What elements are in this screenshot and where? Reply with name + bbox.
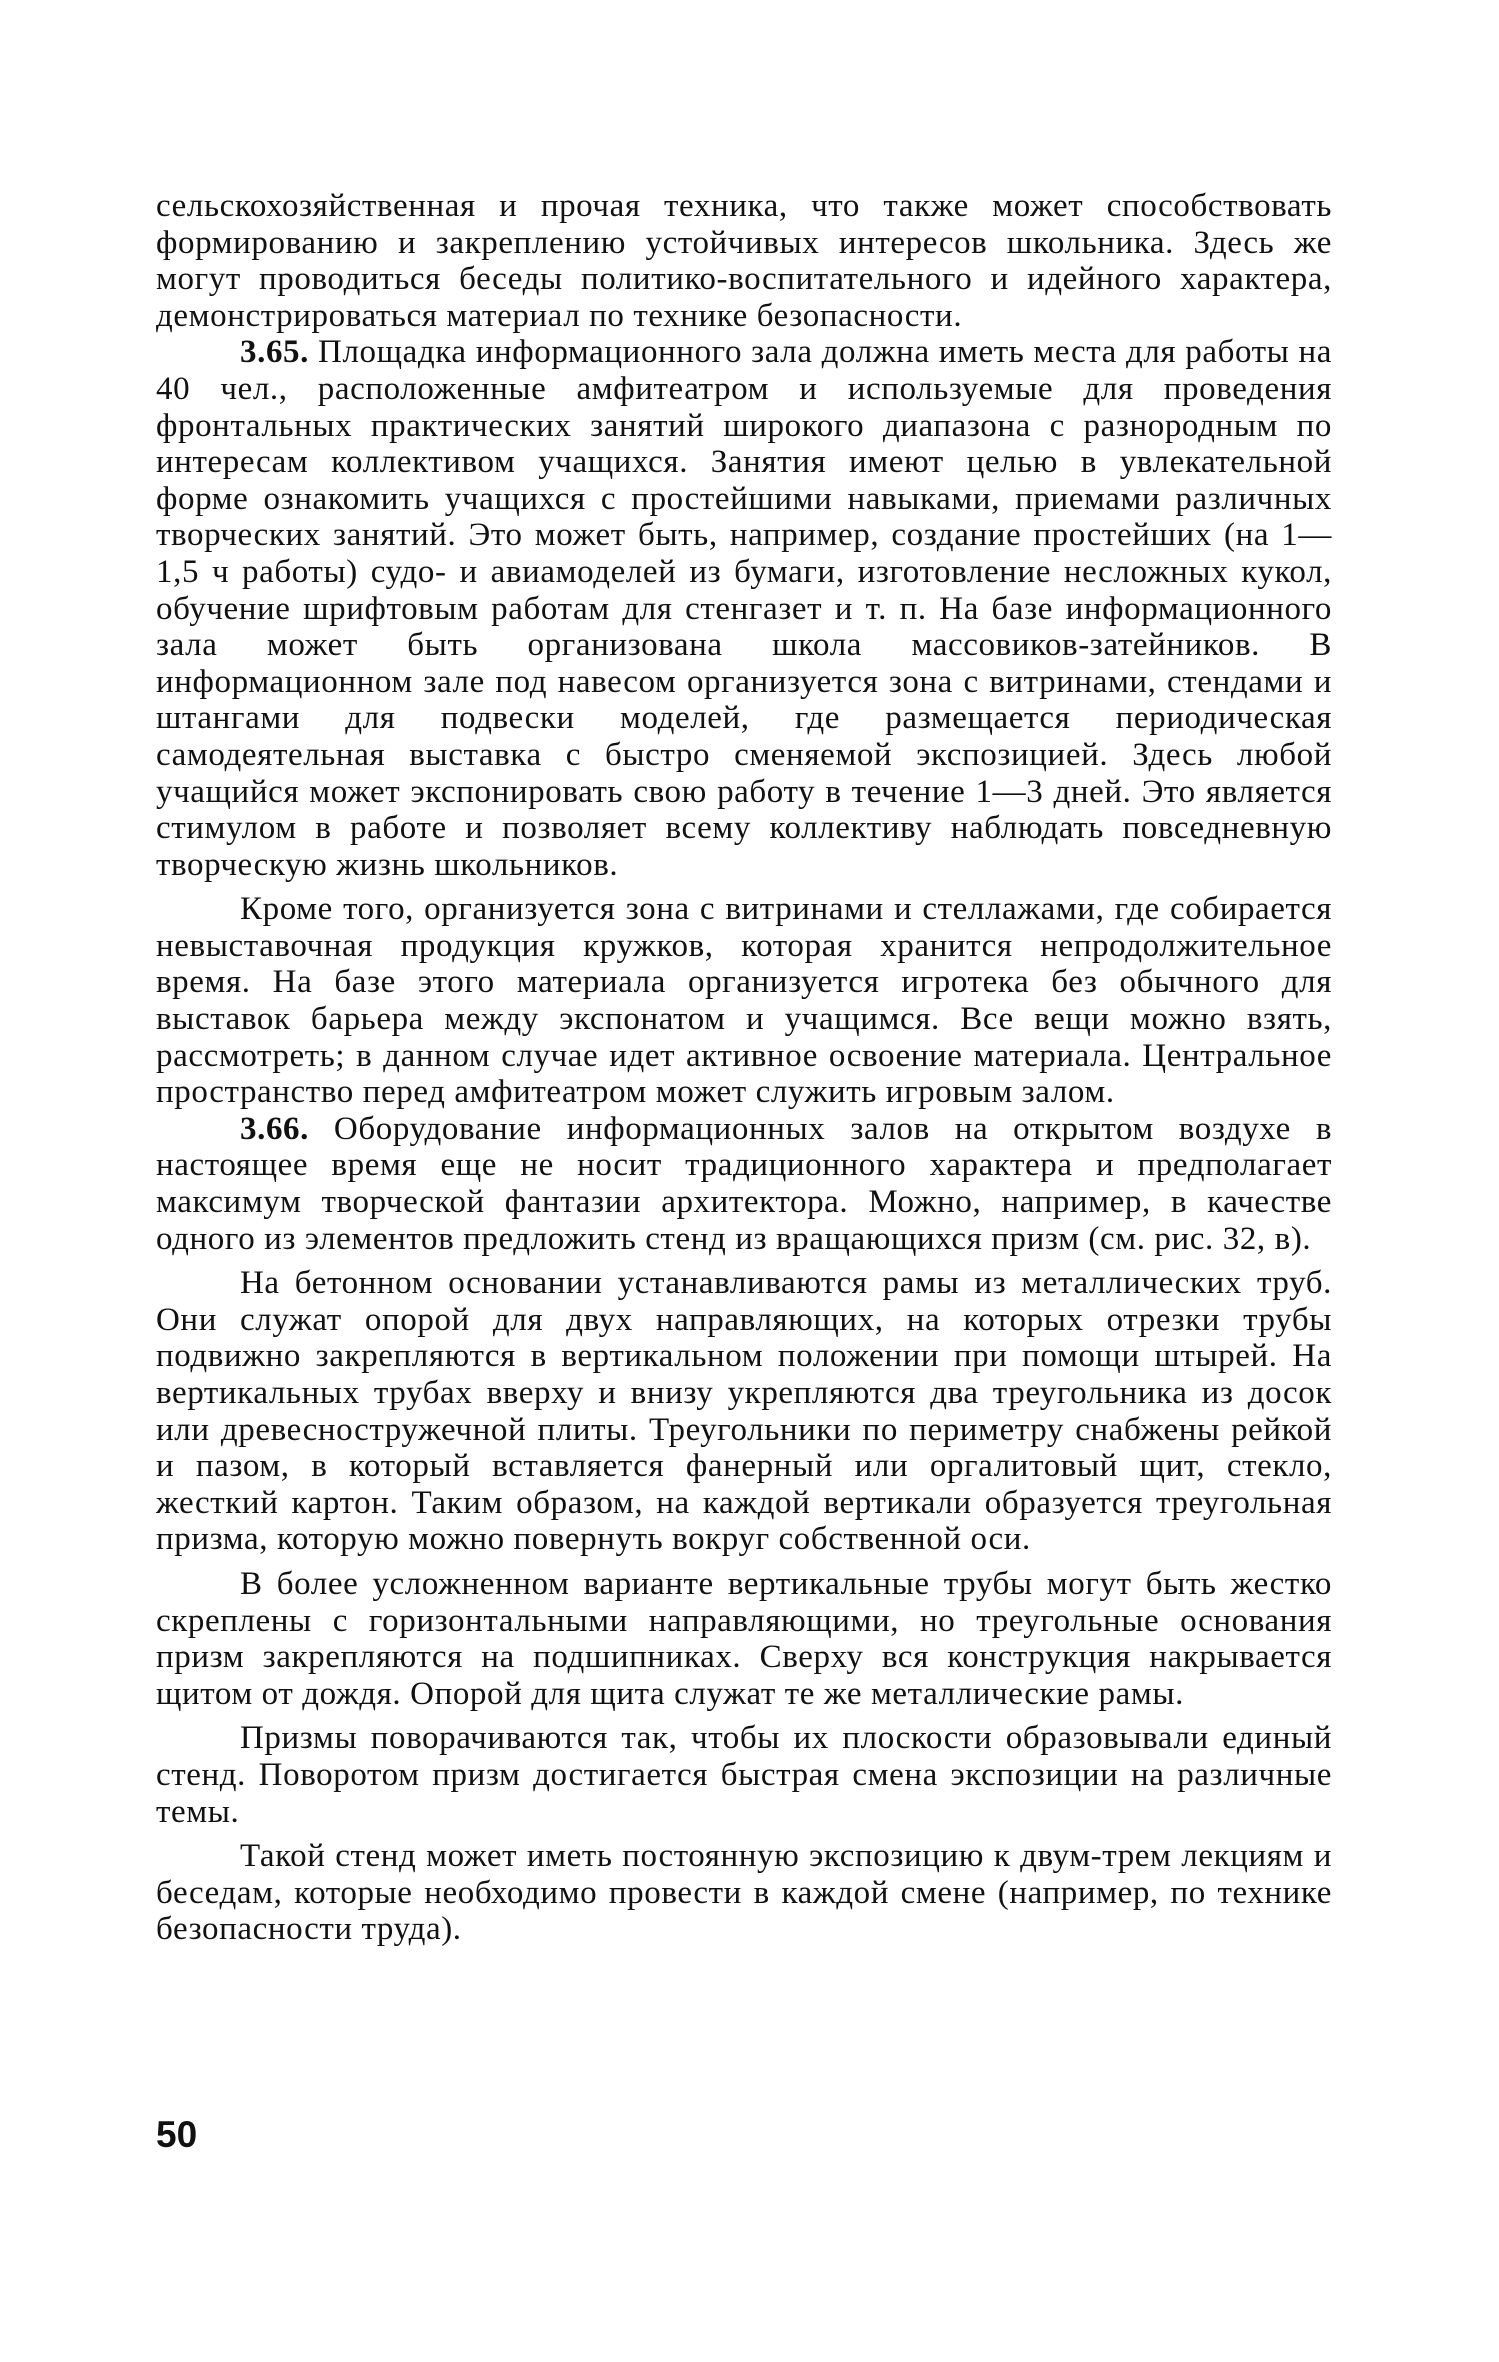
paragraph-text: На бетонном основании устанавливаются рамы из металлических труб. Они служат опорой для двух направляющих, на которых отрезки трубы подвижно закрепляются в вертикальном положении при помощи штырей. На вертикальных трубах вверху и внизу укрепляются два треугольника из досок или древесностружечной плиты. Треугольники по периметру снабжены рейкой и пазом, в который вставляется фанерный или оргалитовый щит, стекло, жесткий картон. Таким образом, на каждой вертикали образуется треугольная призма, которую можно повернуть вокруг собственной оси.	[156, 1265, 1332, 1558]
page-number: 50	[156, 2114, 198, 2155]
paragraph-continuation	[156, 188, 1332, 334]
section-number: 3.65.	[240, 334, 309, 371]
paragraph-text: Кроме того, организуется зона с витринами и стеллажами, где собирается невыставочная продукция кружков, которая хранится непродолжительное время. На базе этого материала организуется игротека без обычного для выставок барьера между экспонатом и учащимся. Все вещи можно взять, рассмотреть; в данном случае идет активное освоение материала. Центральное пространство перед амфитеатром может служить игровым залом.	[156, 891, 1332, 1111]
paragraph-text: Такой стенд может иметь постоянную экспозицию к двум-трем лекциям и беседам, которые необходимо провести в каждой смене (например, по технике безопасности труда).	[156, 1838, 1332, 1948]
paragraph-text: Оборудование информационных залов на открытом воздухе в настоящее время еще не носит традиционного характера и предполагает максимум творческой фантазии архитектора. Можно, например, в качестве одного из элементов предложить стенд из вращающихся призм (см. рис. 32, в).	[156, 1110, 1333, 1257]
paragraph	[156, 1265, 1332, 1558]
paragraph	[156, 1566, 1332, 1712]
paragraph-text: сельскохозяйственная и прочая техника, что также может способствовать формированию и закреплению устойчивых интересов школьника. Здесь же могут проводиться беседы политико-воспитательного и идейного характера, демонстрироваться материал по технике безопасности.	[156, 188, 1332, 334]
paragraph	[156, 1838, 1332, 1948]
paragraph-text: Площадка информационного зала должна иметь места для работы на 40 чел., расположенные амфитеатром и используемые для проведения фронтальных практических занятий широкого диапазона с разнородным по интересам коллективом учащихся. Занятия имеют целью в увлекательной форме ознакомить учащихся с простейшими навыками, приемами различных творческих занятий. Это может быть, например, создание простейших (на 1—1,5 ч работы) судо- и авиамоделей из бумаги, изготовление несложных кукол, обучение шрифтовым работам для стенгазет и т. п. На базе информационного зала может быть организована школа массовиков-затейников. В информационном зале под навесом организуется зона с витринами, стендами и штангами для подвески моделей, где размещается периодическая самодеятельная выставка с быстро сменяемой экспозицией. Здесь любой учащийся может экспонировать свою работу в течение 1—3 дней. Это является стимулом в работе и позволяет всему коллективу наблюдать повседневную творческую жизнь школьников.	[156, 334, 1332, 883]
paragraph-text: Призмы поворачиваются так, чтобы их плоскости образовывали единый стенд. Поворотом призм достигается быстрая смена экспозиции на различные темы.	[156, 1720, 1332, 1830]
section-number: 3.66.	[240, 1110, 309, 1147]
body-text	[156, 188, 1332, 1948]
paragraph	[156, 1720, 1332, 1830]
paragraph	[156, 891, 1332, 1111]
paragraph-section-3-65	[156, 334, 1332, 883]
paragraph-section-3-66	[156, 1111, 1332, 1257]
paragraph-text: В более усложненном варианте вертикальные трубы могут быть жестко скреплены с горизонтальными направляющими, но треугольные основания призм закрепляются на подшипниках. Сверху вся конструкция накрывается щитом от дождя. Опорой для щита служат те же металлические рамы.	[156, 1565, 1332, 1712]
